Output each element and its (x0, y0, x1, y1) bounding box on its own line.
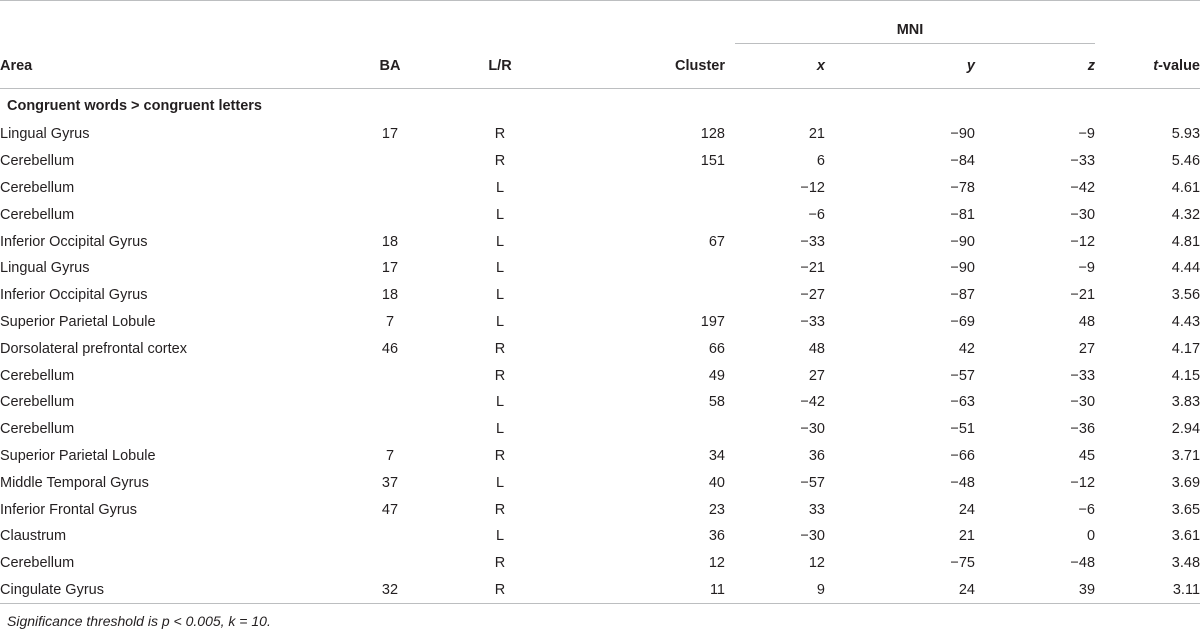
cell-area: Claustrum (0, 528, 67, 545)
cell-ba (355, 416, 425, 443)
table-row (0, 148, 1200, 175)
cell-y: −75 (950, 555, 975, 572)
table-row (0, 443, 1200, 470)
cell-z: −12 (1070, 474, 1096, 491)
cell-y: 42 (958, 340, 975, 357)
cell-ba (355, 201, 425, 228)
cell-t-value: 4.61 (1171, 179, 1200, 196)
cell-lr: R (494, 153, 506, 170)
cell-ba: 46 (381, 340, 399, 357)
cell-x: −30 (800, 528, 825, 545)
cell-cluster: 58 (708, 394, 725, 411)
cell-cluster: 128 (700, 126, 725, 143)
cell-y: −63 (950, 394, 975, 411)
cell-t-value: 3.48 (1171, 555, 1200, 572)
cell-y: −51 (950, 421, 975, 438)
cell-y: 24 (825, 577, 975, 604)
table-row (0, 389, 1200, 416)
cell-y: −90 (950, 260, 975, 277)
header-spacer (355, 1, 425, 45)
table-row (0, 282, 1200, 309)
cell-x: −6 (808, 206, 825, 223)
cell-area: Cingulate Gyrus (0, 577, 355, 604)
cell-y: −48 (950, 474, 975, 491)
cell-x: 36 (808, 447, 825, 464)
header-mni: MNI (896, 22, 924, 38)
cell-lr: L (495, 313, 505, 330)
table-footnote: Significance threshold is p < 0.005, k = 10. (7, 613, 271, 629)
cell-area: Lingual Gyrus (0, 126, 90, 143)
cell-area: Cerebellum (0, 421, 75, 438)
header-x: x (725, 44, 825, 89)
cell-y: −66 (950, 447, 975, 464)
header-spacer (575, 1, 725, 45)
cell-lr: R (494, 501, 506, 518)
cell-x: −33 (800, 313, 825, 330)
table-row (0, 201, 1200, 228)
table-row (0, 496, 1200, 523)
cell-t-value: 3.61 (1171, 528, 1200, 545)
cell-t-value: 3.56 (1171, 287, 1200, 304)
cell-cluster: 151 (700, 153, 725, 170)
table-row (0, 255, 1200, 282)
cell-z: 27 (1078, 340, 1096, 357)
cell-area: Superior Parietal Lobule (0, 447, 156, 464)
cell-t-value: 3.65 (1171, 501, 1200, 518)
cell-lr: L (495, 528, 505, 545)
cell-y: −78 (950, 179, 975, 196)
cell-lr: L (495, 206, 505, 223)
cell-x: −33 (800, 233, 825, 250)
cell-x: −30 (800, 421, 825, 438)
cell-ba (355, 389, 425, 416)
cell-x: −57 (800, 474, 825, 491)
cell-lr: R (494, 447, 506, 464)
cell-t-value: 4.81 (1171, 233, 1200, 250)
cell-y: −57 (950, 367, 975, 384)
table-row (0, 362, 1200, 389)
header-lr: L/R (425, 44, 575, 89)
mni-divider (735, 43, 1095, 44)
cell-cluster: 36 (708, 528, 725, 545)
cell-z: 48 (1078, 313, 1096, 330)
table-row (0, 175, 1200, 202)
cell-lr: L (495, 179, 505, 196)
cell-ba (355, 523, 425, 550)
cell-ba (355, 175, 425, 202)
header-cluster: Cluster (575, 44, 725, 89)
cell-z: −30 (1070, 394, 1096, 411)
cell-area: Superior Parietal Lobule (0, 313, 156, 330)
cell-cluster: 23 (708, 501, 725, 518)
cell-lr: R (494, 126, 506, 143)
cell-area: Cerebellum (0, 179, 75, 196)
cell-z: −12 (1070, 233, 1096, 250)
cell-ba: 17 (381, 126, 399, 143)
cell-lr: R (494, 340, 506, 357)
cell-z: −21 (1070, 287, 1096, 304)
header-mni-group (725, 1, 1095, 45)
cell-ba: 7 (385, 313, 395, 330)
cell-t-value: 3.69 (1171, 474, 1200, 491)
cell-y: −81 (950, 206, 975, 223)
cell-cluster: 12 (708, 555, 725, 572)
cell-z: 0 (1086, 528, 1096, 545)
cell-lr: L (495, 287, 505, 304)
cell-area: Cerebellum (0, 367, 75, 384)
header-y: y (825, 44, 975, 89)
cell-z: −6 (1078, 501, 1096, 518)
cell-z: −30 (1070, 206, 1096, 223)
table-row (0, 523, 1200, 550)
cell-cluster: 66 (708, 340, 725, 357)
cell-x: 48 (808, 340, 825, 357)
cell-t-value: 3.11 (1095, 577, 1200, 604)
cell-z: 45 (1078, 447, 1096, 464)
cell-t-value: 4.17 (1171, 340, 1200, 357)
cell-z: −9 (1078, 126, 1096, 143)
cell-area: Cerebellum (0, 555, 75, 572)
cell-x: −12 (800, 179, 825, 196)
cell-cluster: 67 (708, 233, 725, 250)
header-spacer (0, 1, 355, 45)
cell-ba: 7 (385, 447, 395, 464)
table-row (0, 577, 1200, 604)
cell-cluster: 34 (708, 447, 725, 464)
cell-ba: 32 (355, 577, 425, 604)
cell-t-value: 4.43 (1171, 313, 1200, 330)
cell-t-value: 4.15 (1171, 367, 1200, 384)
cell-ba: 37 (381, 474, 399, 491)
header-area: Area (0, 44, 355, 89)
cell-cluster: 11 (575, 577, 725, 604)
cell-z: −9 (1078, 260, 1096, 277)
cell-x: 9 (725, 577, 825, 604)
cell-area: Cerebellum (0, 206, 75, 223)
section-title: Congruent words > congruent letters (7, 97, 262, 114)
header-spacer (1095, 1, 1200, 45)
cell-lr: L (495, 394, 505, 411)
cell-ba: 18 (381, 233, 399, 250)
cell-area: Dorsolateral prefrontal cortex (0, 340, 187, 357)
cell-cluster (575, 282, 725, 309)
cell-x: −21 (800, 260, 825, 277)
cell-y: −90 (950, 233, 975, 250)
cell-t-value: 2.94 (1171, 421, 1200, 438)
table-row (0, 416, 1200, 443)
cell-t-value: 5.46 (1171, 153, 1200, 170)
header-t-suffix: -value (1158, 58, 1200, 74)
cell-lr: L (495, 260, 505, 277)
table-header (0, 1, 1200, 89)
table-row (0, 309, 1200, 336)
cell-z: −48 (1070, 555, 1096, 572)
cell-lr: R (425, 577, 575, 604)
cell-z: −36 (1070, 421, 1096, 438)
header-t-prefix: t (1153, 58, 1159, 74)
cell-ba: 17 (381, 260, 399, 277)
cell-lr: L (495, 233, 505, 250)
cell-ba (355, 148, 425, 175)
cell-area: Lingual Gyrus (0, 260, 90, 277)
cell-lr: R (494, 367, 506, 384)
cell-t-value: 4.32 (1171, 206, 1200, 223)
table-row (0, 121, 1200, 148)
cell-t-value: 3.83 (1171, 394, 1200, 411)
cell-x: −27 (800, 287, 825, 304)
cell-lr: L (495, 421, 505, 438)
cell-y: 24 (958, 501, 975, 518)
cell-y: −90 (950, 126, 975, 143)
header-t-value (1095, 44, 1200, 89)
cell-ba (355, 362, 425, 389)
cell-x: 6 (816, 153, 825, 170)
cell-cluster (575, 175, 725, 202)
table-row (0, 550, 1200, 577)
cell-ba: 18 (381, 287, 399, 304)
cell-t-value: 3.71 (1171, 447, 1200, 464)
cell-y: −69 (950, 313, 975, 330)
cell-x: 27 (808, 367, 825, 384)
cell-x: 33 (808, 501, 825, 518)
cell-z: −33 (1070, 153, 1096, 170)
cell-cluster (575, 255, 725, 282)
section-row (0, 89, 1200, 122)
header-spacer (425, 1, 575, 45)
cell-t-value: 4.44 (1171, 260, 1200, 277)
cell-cluster: 49 (708, 367, 725, 384)
cell-cluster (575, 201, 725, 228)
cell-cluster: 197 (700, 313, 725, 330)
cell-lr: R (494, 555, 506, 572)
cell-area: Middle Temporal Gyrus (0, 474, 149, 491)
cell-y: −84 (950, 153, 975, 170)
cell-z: −33 (1070, 367, 1096, 384)
table-row (0, 469, 1200, 496)
cell-y: 21 (958, 528, 975, 545)
cell-lr: L (495, 474, 505, 491)
cell-z: −42 (1070, 179, 1096, 196)
cell-area: Inferior Occipital Gyrus (0, 287, 148, 304)
cell-y: −87 (950, 287, 975, 304)
cell-x: 12 (808, 555, 825, 572)
cell-ba: 47 (381, 501, 399, 518)
table-row (0, 228, 1200, 255)
cell-z: 39 (975, 577, 1095, 604)
cell-x: −42 (800, 394, 825, 411)
cell-cluster (575, 416, 725, 443)
cell-area: Cerebellum (0, 394, 75, 411)
cell-area: Cerebellum (0, 153, 75, 170)
table-row (0, 335, 1200, 362)
cell-cluster: 40 (708, 474, 725, 491)
cell-area: Inferior Occipital Gyrus (0, 233, 148, 250)
table-body (0, 89, 1200, 604)
cell-x: 21 (808, 126, 825, 143)
header-ba: BA (355, 44, 425, 89)
cell-ba (355, 550, 425, 577)
cell-area: Inferior Frontal Gyrus (0, 501, 137, 518)
cell-t-value: 5.93 (1171, 126, 1200, 143)
header-z: z (975, 44, 1095, 89)
